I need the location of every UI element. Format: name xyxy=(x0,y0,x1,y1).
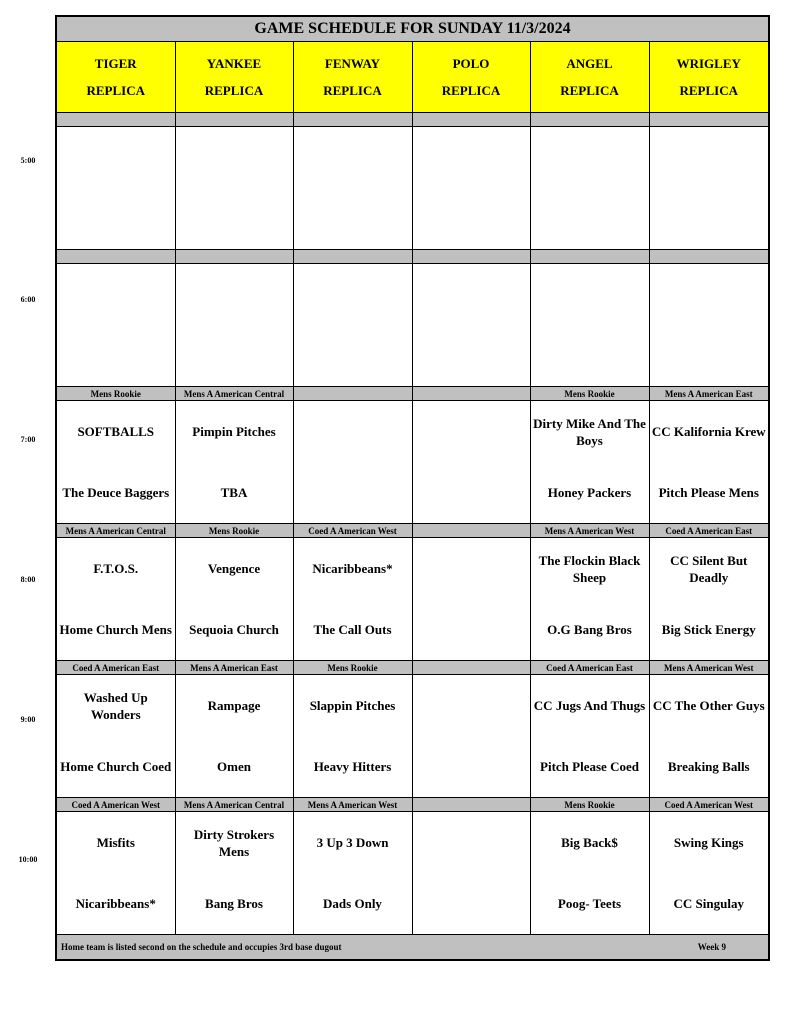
division-cell xyxy=(649,250,769,264)
division-cell xyxy=(412,524,530,538)
time-label-6: 6:00 xyxy=(20,295,36,304)
field-name: POLO xyxy=(452,56,490,71)
game-cell xyxy=(293,264,412,387)
home-team: Breaking Balls xyxy=(667,759,750,774)
home-team: Honey Packers xyxy=(547,485,632,500)
division-cell: Mens A American East xyxy=(175,661,293,675)
division-cell xyxy=(412,250,530,264)
slot-row-6 xyxy=(56,264,769,387)
away-team: Nicaribbeans* xyxy=(312,561,393,576)
division-cell xyxy=(412,798,530,812)
footer-cell xyxy=(56,935,769,961)
schedule-title: GAME SCHEDULE FOR SUNDAY 11/3/2024 xyxy=(56,16,769,42)
division-cell xyxy=(530,250,649,264)
division-cell xyxy=(175,113,293,127)
division-cell: Mens Rookie xyxy=(56,387,175,401)
home-team: Omen xyxy=(217,759,251,774)
game-cell xyxy=(56,812,175,935)
away-team: Pimpin Pitches xyxy=(192,424,276,439)
division-cell: Mens A American West xyxy=(649,661,769,675)
field-sub: REPLICA xyxy=(204,83,264,98)
away-team xyxy=(413,401,530,462)
game-cell xyxy=(56,401,175,524)
away-team xyxy=(294,401,412,462)
division-cell: Mens Rookie xyxy=(530,798,649,812)
field-header xyxy=(293,42,412,113)
home-team xyxy=(413,599,530,660)
division-row xyxy=(56,798,769,812)
game-cell xyxy=(412,264,530,387)
time-label-8: 8:00 xyxy=(20,575,36,584)
game-cell xyxy=(293,127,412,250)
division-cell: Coed A American West xyxy=(293,524,412,538)
division-row xyxy=(56,661,769,675)
division-cell: Mens Rookie xyxy=(293,661,412,675)
time-label-10: 10:00 xyxy=(18,855,38,864)
slot-row-5 xyxy=(56,127,769,250)
division-cell: Mens A American Central xyxy=(175,387,293,401)
field-header xyxy=(649,42,769,113)
home-team xyxy=(413,873,530,934)
game-cell xyxy=(293,812,412,935)
game-cell xyxy=(530,538,649,661)
division-cell xyxy=(412,113,530,127)
away-team: CC Jugs And Thugs xyxy=(533,698,646,713)
field-header xyxy=(56,42,175,113)
field-sub: REPLICA xyxy=(441,83,501,98)
footer-note: Home team is listed second on the schedule and occupies 3rd base dugout xyxy=(61,942,342,952)
division-cell: Coed A American East xyxy=(56,661,175,675)
field-header xyxy=(175,42,293,113)
division-cell: Mens Rookie xyxy=(530,387,649,401)
time-label-5: 5:00 xyxy=(20,156,36,165)
game-cell xyxy=(530,812,649,935)
division-cell xyxy=(412,661,530,675)
game-cell xyxy=(412,812,530,935)
field-name: YANKEE xyxy=(206,56,262,71)
home-team xyxy=(413,736,530,797)
game-cell xyxy=(412,127,530,250)
division-cell xyxy=(293,113,412,127)
division-cell xyxy=(530,113,649,127)
division-cell xyxy=(293,250,412,264)
away-team: Big Back$ xyxy=(561,835,618,850)
home-team: Heavy Hitters xyxy=(313,759,392,774)
home-team: Nicaribbeans* xyxy=(75,896,156,911)
game-cell xyxy=(530,127,649,250)
field-sub: REPLICA xyxy=(86,83,145,98)
division-row xyxy=(56,524,769,538)
game-cell xyxy=(530,675,649,798)
game-cell xyxy=(175,401,293,524)
footer-row xyxy=(56,935,769,961)
game-cell xyxy=(56,264,175,387)
field-name: TIGER xyxy=(94,56,137,71)
field-sub: REPLICA xyxy=(323,83,382,98)
game-cell xyxy=(412,401,530,524)
away-team xyxy=(413,538,530,599)
game-cell xyxy=(649,264,769,387)
away-team: Slappin Pitches xyxy=(309,698,396,713)
slot-row-9 xyxy=(56,675,769,798)
division-cell: Mens A American West xyxy=(293,798,412,812)
time-label-7: 7:00 xyxy=(20,435,36,444)
home-team xyxy=(294,462,412,523)
division-cell: Mens A American Central xyxy=(175,798,293,812)
division-cell xyxy=(56,250,175,264)
field-sub: REPLICA xyxy=(679,83,738,98)
field-header xyxy=(412,42,530,113)
slot-row-8 xyxy=(56,538,769,661)
home-team: O.G Bang Bros xyxy=(547,622,632,637)
home-team: The Call Outs xyxy=(313,622,392,637)
home-team: Sequoia Church xyxy=(189,622,279,637)
home-team: Pitch Please Mens xyxy=(658,485,759,500)
home-team: Home Church Mens xyxy=(59,622,172,637)
away-team: Dirty Strokers Mens xyxy=(193,826,275,859)
away-team: CC Silent But Deadly xyxy=(670,552,748,585)
division-cell xyxy=(175,250,293,264)
home-team: Home Church Coed xyxy=(60,759,172,774)
home-team: The Deuce Baggers xyxy=(62,485,170,500)
home-team: Poog- Teets xyxy=(557,896,622,911)
game-cell xyxy=(649,812,769,935)
division-cell: Coed A American East xyxy=(649,524,769,538)
division-cell: Mens A American Central xyxy=(56,524,175,538)
time-label-9: 9:00 xyxy=(20,715,36,724)
schedule-table xyxy=(55,15,770,961)
game-cell xyxy=(175,812,293,935)
game-cell xyxy=(56,538,175,661)
game-cell xyxy=(293,538,412,661)
game-cell xyxy=(649,401,769,524)
home-team: Dads Only xyxy=(323,896,382,911)
field-sub: REPLICA xyxy=(560,83,619,98)
home-team: Bang Bros xyxy=(205,896,263,911)
away-team: Washed Up Wonders xyxy=(83,689,148,722)
game-cell xyxy=(530,264,649,387)
division-cell: Coed A American West xyxy=(56,798,175,812)
division-row xyxy=(56,250,769,264)
home-team: TBA xyxy=(220,485,248,500)
division-cell xyxy=(293,387,412,401)
game-cell xyxy=(175,675,293,798)
division-cell: Mens Rookie xyxy=(175,524,293,538)
away-team: CC Kalifornia Krew xyxy=(651,424,766,439)
game-cell xyxy=(649,675,769,798)
field-name: WRIGLEY xyxy=(676,56,741,71)
game-cell xyxy=(649,127,769,250)
away-team: Dirty Mike And The Boys xyxy=(533,415,646,448)
division-row xyxy=(56,113,769,127)
game-cell xyxy=(649,538,769,661)
away-team: Swing Kings xyxy=(673,835,744,850)
field-header-row xyxy=(56,42,769,113)
game-cell xyxy=(412,675,530,798)
away-team: 3 Up 3 Down xyxy=(316,835,389,850)
field-name: ANGEL xyxy=(566,56,613,71)
division-cell: Coed A American West xyxy=(649,798,769,812)
home-team: CC Singulay xyxy=(673,896,744,911)
division-cell: Mens A American East xyxy=(649,387,769,401)
field-header xyxy=(530,42,649,113)
away-team: CC The Other Guys xyxy=(652,698,765,713)
slot-row-7 xyxy=(56,401,769,524)
week-label: Week 9 xyxy=(697,942,726,952)
division-cell: Coed A American East xyxy=(530,661,649,675)
home-team: Pitch Please Coed xyxy=(540,759,639,774)
slot-row-10 xyxy=(56,812,769,935)
game-cell xyxy=(56,127,175,250)
away-team: F.T.O.S. xyxy=(93,561,139,576)
home-team: Big Stick Energy xyxy=(661,622,756,637)
away-team: Vengence xyxy=(207,561,261,576)
division-cell: Mens A American West xyxy=(530,524,649,538)
away-team xyxy=(413,675,530,736)
game-cell xyxy=(175,538,293,661)
title-row xyxy=(56,16,769,42)
division-cell xyxy=(56,113,175,127)
away-team: Misfits xyxy=(96,835,135,850)
game-cell xyxy=(56,675,175,798)
division-row xyxy=(56,387,769,401)
game-cell xyxy=(412,538,530,661)
game-cell xyxy=(293,401,412,524)
home-team xyxy=(413,462,530,523)
field-name: FENWAY xyxy=(324,56,381,71)
away-team: SOFTBALLS xyxy=(77,424,155,439)
game-cell xyxy=(175,127,293,250)
game-cell xyxy=(293,675,412,798)
away-team: Rampage xyxy=(207,698,261,713)
game-cell xyxy=(175,264,293,387)
game-cell xyxy=(530,401,649,524)
away-team xyxy=(413,812,530,873)
division-cell xyxy=(412,387,530,401)
division-cell xyxy=(649,113,769,127)
away-team: The Flockin Black Sheep xyxy=(538,552,641,585)
